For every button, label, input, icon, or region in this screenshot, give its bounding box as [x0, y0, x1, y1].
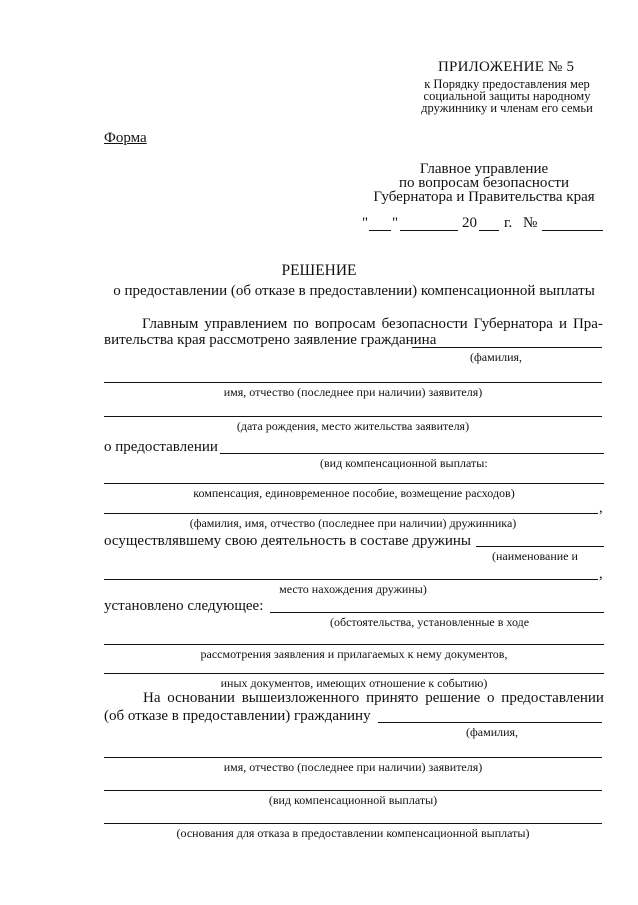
about-provision: о предоставлении	[104, 439, 218, 455]
decision-title: РЕШЕНИЕ	[281, 262, 357, 279]
form-label: Форма	[104, 130, 147, 146]
para2-line-1	[143, 690, 604, 707]
hint-applicant-name-2: имя, отчество (последнее при наличии) заявителя)	[223, 760, 483, 774]
para1-word: управлением	[204, 316, 288, 332]
para2-word: На	[143, 690, 161, 706]
hint-payment-type-2: (вид компенсационной выплаты)	[268, 793, 438, 807]
applicant-name-blank	[104, 382, 602, 383]
payment-type-blank	[220, 453, 604, 454]
date-quote-open: "	[362, 215, 369, 231]
comma-2: ,	[599, 566, 603, 582]
appendix-title: ПРИЛОЖЕНИЕ № 5	[438, 59, 575, 75]
appendix-line-2: социальной защиты народному	[423, 89, 591, 103]
date-quote-close: "	[392, 215, 399, 231]
druzhinnik-blank	[104, 513, 598, 514]
appendix-line-1: к Порядку предоставления мер	[424, 77, 590, 91]
druzhina-location-blank	[104, 579, 598, 580]
para2-line-2: (об отказе в предоставлении) гражданину	[104, 708, 371, 724]
applicant-surname-blank	[412, 347, 602, 348]
para2-word: основании	[167, 690, 235, 706]
number-blank	[542, 230, 603, 231]
year-suffix: г.	[504, 215, 513, 231]
year-blank	[479, 230, 499, 231]
authority-line-2: по вопросам безопасности	[399, 175, 569, 191]
para2-word: о	[487, 690, 495, 706]
authority-line-3: Губернатора и Правительства края	[373, 189, 595, 205]
hint-review: рассмотрения заявления и прилагаемых к нему документов,	[200, 647, 508, 661]
other-docs-blank	[104, 673, 604, 674]
month-blank	[400, 230, 458, 231]
birth-blank	[104, 416, 602, 417]
citizen-surname-blank	[378, 722, 602, 723]
hint-other-docs: иных документов, имеющих отношение к событию)	[220, 676, 488, 690]
day-blank	[369, 230, 391, 231]
number-sign: №	[523, 215, 538, 231]
hint-payment-type: (вид компенсационной выплаты:	[320, 456, 488, 470]
year-prefix: 20	[462, 215, 477, 231]
para1-word: Пра-	[572, 316, 603, 332]
authority-line-1: Главное управление	[419, 161, 549, 177]
druzhina-name-blank	[476, 546, 604, 547]
activity-text: осуществлявшему свою деятельность в составе дружины	[104, 533, 472, 549]
refusal-blank	[104, 823, 602, 824]
decision-subtitle: о предоставлении (об отказе в предоставлении) компенсационной выплаты	[113, 283, 595, 299]
para2-word: решение	[425, 690, 481, 706]
appendix-line-3: дружиннику и членам его семьи	[421, 101, 593, 115]
hint-applicant-name: имя, отчество (последнее при наличии) заявителя)	[223, 385, 483, 399]
hint-location: место нахождения дружины)	[279, 582, 427, 596]
payment-type-blank-2	[104, 790, 602, 791]
para2-word: предоставлении	[501, 690, 604, 706]
para1-word: Губернатора	[473, 316, 553, 332]
para1-line-1	[142, 316, 603, 333]
citizen-name-blank	[104, 757, 602, 758]
payment-kinds-blank	[104, 483, 604, 484]
hint-refusal: (основания для отказа в предоставлении компенсационной выплаты)	[176, 826, 530, 840]
para1-word: и	[558, 316, 567, 332]
hint-name-and: (наименование и	[492, 549, 578, 563]
hint-surname: (фамилия,	[470, 350, 523, 364]
para1-word: безопасности	[381, 316, 468, 332]
established-text: установлено следующее:	[104, 598, 264, 614]
para1-word: Главным	[142, 316, 199, 332]
hint-surname-2: (фамилия,	[466, 725, 519, 739]
para2-word: принято	[366, 690, 419, 706]
hint-circumstances: (обстоятельства, установленные в ходе	[330, 615, 530, 629]
para2-word: вышеизложенного	[241, 690, 360, 706]
para1-line-2: вительства края рассмотрено заявление гражданина	[104, 332, 437, 348]
hint-payment-kinds: компенсация, единовременное пособие, возмещение расходов)	[193, 486, 515, 500]
circumstances-blank	[270, 612, 604, 613]
review-blank	[104, 644, 604, 645]
hint-druzhinnik: (фамилия, имя, отчество (последнее при наличии) дружинника)	[189, 516, 517, 530]
hint-birth: (дата рождения, место жительства заявителя)	[236, 419, 470, 433]
comma-1: ,	[599, 500, 603, 516]
para1-word: вопросам	[314, 316, 376, 332]
para1-word: по	[293, 316, 309, 332]
